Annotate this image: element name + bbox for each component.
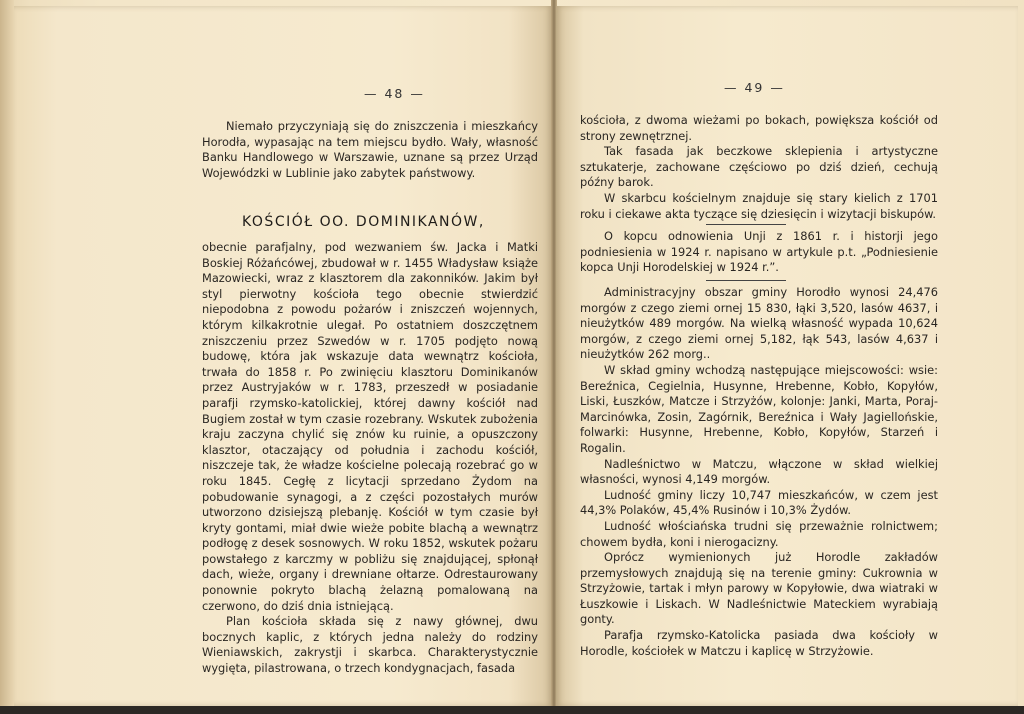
- divider-rule-1: [706, 224, 786, 225]
- mound-paragraph: O kopcu odnowienia Unji z 1861 r. i historji jego podniesienia w 1924 r. napisano w artykule p.t. „Podniesienie kopca Unji Horodelskiej w 1924 r.”.: [580, 229, 938, 275]
- parish-paragraph: Parafja rzymsko-Katolicka pasiada dwa kościoły w Horodle, kościołek w Matczu i kaplicę w Strzyżowie.: [580, 628, 938, 658]
- right-page: [556, 6, 1018, 706]
- right-text-block-1: [580, 113, 938, 222]
- treasury-paragraph: W skarbcu kościelnym znajduje się stary kielich z 1701 roku i ciekawe akta tyczące się dziesięcin i wizytacji biskupów.: [580, 190, 938, 221]
- intro-paragraph-block: [202, 119, 538, 181]
- intro-paragraph: Niemało przyczyniają się do zniszczenia i mieszkańcy Horodła, wypasając na tem miejscu bydło. Wały, własność Banku Handlowego w Warszawie, uznane są przez Urząd Wojewódzki w Lublinie jako zabytek państwowy.: [202, 119, 538, 180]
- divider-rule-2: [706, 280, 786, 281]
- industry-paragraph: Oprócz wymienionych już Horodle zakładów przemysłowych znajdują się na terenie gminy: Cukrownia w Strzyżowie, tartak i młyn parowy w Kopyłowie, dwa wiatraki w Łuszkowie i Liskach. W Nadleśnictwie Mateckiem wyrabiają gonty.: [580, 550, 938, 627]
- church-text-block: [202, 240, 538, 677]
- localities-paragraph: W skład gminy wchodzą następujące miejscowości: wsie: Bereźnica, Cegielnia, Husynne, Hrebenne, Kobło, Kopyłów, Liski, Łuszków, Matcze i Strzyżów, kolonje: Janki, Marta, Poraj-Marcinówka, Zosin, Zagórnik, Bereźnica i Wały Jagiellońskie, folwarki: Husynne, Hrebenne, Kobło, Kopyłów, Starzeń i Rogalin.: [580, 362, 938, 455]
- table-surface: [0, 706, 1024, 714]
- forestry-paragraph: Nadleśnictwo w Matczu, włączone w skład wielkiej własności, wynosi 4,149 morgów.: [580, 456, 938, 487]
- book-page-edges: [0, 0, 14, 714]
- facade-paragraph: kościoła, z dwoma wieżami po bokach, powiększa kościół od strony zewnętrznej.: [580, 113, 938, 143]
- church-history-paragraph: obecnie parafjalny, pod wezwaniem św. Jacka i Matki Boskiej Różańcówej, zbudował w r. 1455 Władysław książe Mazowiecki, wraz z klasztorem dla zakonników. Jakim był styl pierwotny kościoła tego obecnie stwierdzić niepodobna z powodu pożarów i zniszczeń wojennych, którym kilkakrotnie ulegał. Po ostatniem doszczętnem zniszczeniu przez Szwedów w r. 1705 podjęto nową budowę, która jak wskazuje data wewnątrz kościoła, trwała do 1858 r. Po zwinięciu klasztoru Dominikanów przez Austryjaków w r. 1783, przeszedł w posiadanie parafji rzymsko-katolickiej, której dawny kościół nad Bugiem został w tym czasie rozebrany. Wskutek zubożenia kraju zaczyna chylić się znów ku ruinie, a opuszczony klasztor, otaczający od południa i zachodu kościół, niszczeje tak, że władze kościelne polecają rozebrać go w roku 1845. Cegłę z licytacji sprzedano Żydom na pobudowanie synagogi, a z części pozostałych murów utworzono dzisiejszą plebanję. Kościół w tym czasie był kryty gontami, miał dwie wieże pobite blachą a wewnątrz podłogę z desek sosnowych. W roku 1852, wskutek pożaru powstałego z karczmy w pobliżu się znajdującej, spłonął dach, wieże, organy i drewniane ołtarze. Odrestaurowany ponownie pokryto blachą żelazną pomalowaną na czerwono, do dziś dnia istniejącą.: [202, 240, 538, 613]
- page-number-right: — 49 —: [724, 80, 785, 95]
- left-page: [14, 6, 552, 706]
- area-paragraph: Administracyjny obszar gminy Horodło wynosi 24,476 morgów z czego ziemi ornej 15 830, łąki 3,520, lasów 4637, i nieużytków 489 morgów. Na wielką własność wypada 10,624 morgów, z czego ziemi ornej 5,182, łąk 543, lasów 4,637 i nieużytków 262 morg..: [580, 285, 938, 362]
- right-text-block-2: [580, 229, 938, 276]
- page-number-left: — 48 —: [364, 86, 425, 101]
- occupation-paragraph: Ludność włościańska trudni się przeważnie rolnictwem; chowem bydła, koni i nierogacizny.: [580, 518, 938, 549]
- right-text-block-3: [580, 285, 938, 659]
- section-heading: KOŚCIÓŁ OO. DOMINIKANÓW,: [242, 214, 485, 230]
- church-plan-paragraph: Plan kościoła składa się z nawy głównej, dwu bocznych kaplic, z których jedna należy do rodziny Wieniawskich, zakrystji i skarbca. Charakterystycznie wygięta, pilastrowana, o trzech kondygnacjach, fasada: [202, 614, 538, 676]
- population-paragraph: Ludność gminy liczy 10,747 mieszkańców, w czem jest 44,3% Polaków, 45,4% Rusinów i 10,3% Żydów.: [580, 487, 938, 518]
- baroque-paragraph: Tak fasada jak beczkowe sklepienia i artystyczne sztukaterje, zachowane częściowo po dziś dzień, cechują późny barok.: [580, 144, 938, 190]
